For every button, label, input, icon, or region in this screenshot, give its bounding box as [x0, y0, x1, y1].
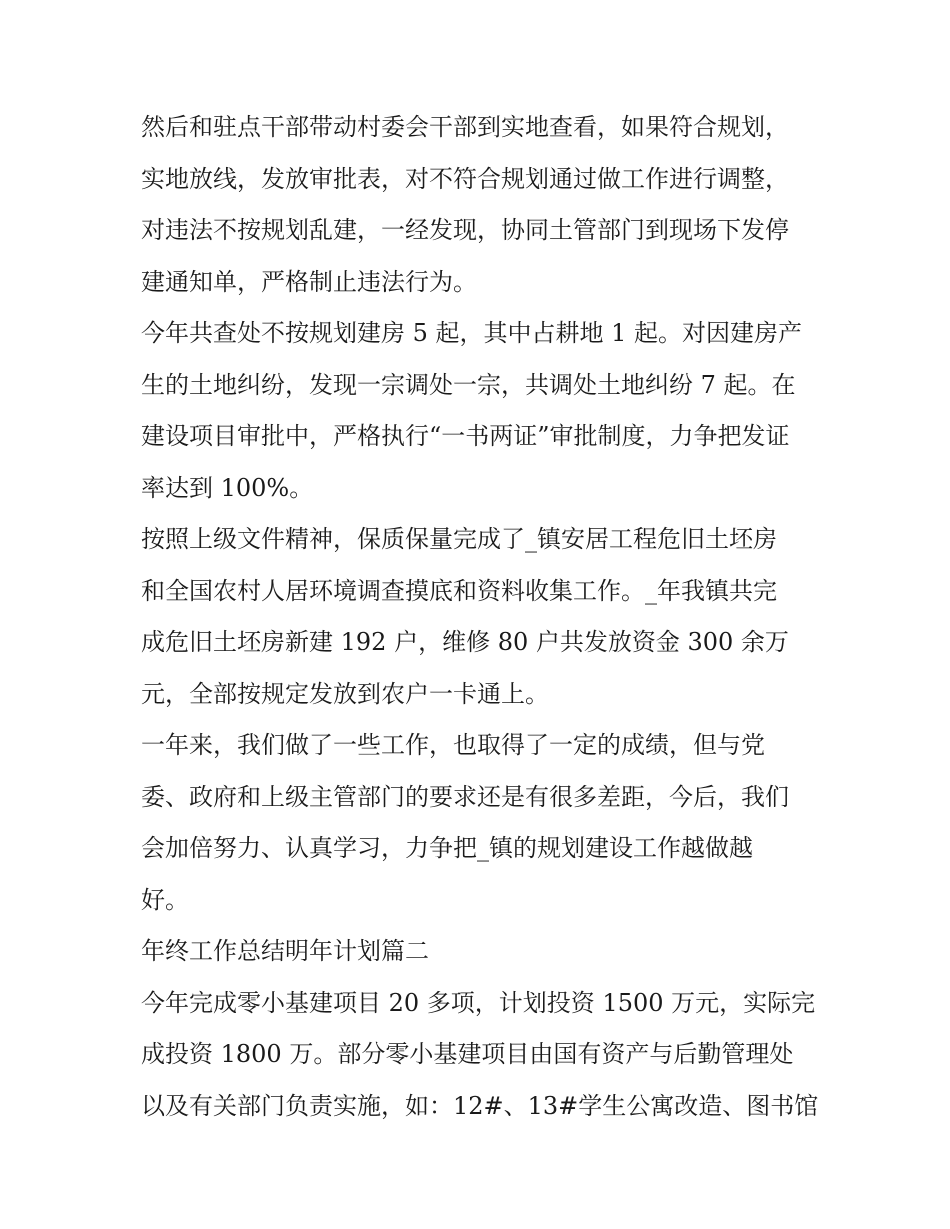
text-line: 成危旧土坯房新建 192 户，维修 80 户共发放资金 300 余万 [141, 628, 789, 656]
text-line: 建设项目审批中，严格执行“一书两证”审批制度，力争把发证 [141, 422, 790, 450]
section-heading: 年终工作总结明年计划篇二 [141, 937, 429, 965]
text-line: 会加倍努力、认真学习，力争把_镇的规划建设工作越做越 [141, 834, 753, 862]
text-line: 今年完成零小基建项目 20 多项，计划投资 1500 万元，实际完 [141, 988, 816, 1017]
text-line: 按照上级文件精神，保质保量完成了_镇安居工程危旧土坯房 [141, 525, 777, 553]
text-line: 元，全部按规定发放到农户一卡通上。 [141, 679, 549, 708]
document-body [141, 102, 821, 1132]
text-line: 成投资 1800 万。部分零小基建项目由国有资产与后勤管理处 [141, 1040, 794, 1068]
text-line: 委、政府和上级主管部门的要求还是有很多差距，今后，我们 [141, 782, 789, 811]
text-line: 实地放线，发放审批表，对不符合规划通过做工作进行调整， [141, 164, 789, 193]
text-line: 一年来，我们做了一些工作，也取得了一定的成绩，但与党 [141, 731, 765, 759]
text-line: 和全国农村人居环境调查摸底和资料收集工作。_年我镇共完 [141, 576, 777, 605]
text-line: 今年共查处不按规划建房 5 起，其中占耕地 1 起。对因建房产 [141, 319, 803, 347]
text-line: 好。 [141, 885, 189, 914]
text-line: 以及有关部门负责实施，如：12#、13#学生公寓改造、图书馆 [141, 1091, 819, 1120]
text-line: 然后和驻点干部带动村委会干部到实地查看，如果符合规划， [141, 113, 789, 141]
text-line: 率达到 100%。 [141, 473, 314, 502]
text-line: 生的土地纠纷，发现一宗调处一宗，共调处土地纠纷 7 起。在 [141, 370, 796, 399]
text-line: 建通知单，严格制止违法行为。 [141, 267, 477, 296]
text-line: 对违法不按规划乱建，一经发现，协同土管部门到现场下发停 [141, 216, 789, 244]
